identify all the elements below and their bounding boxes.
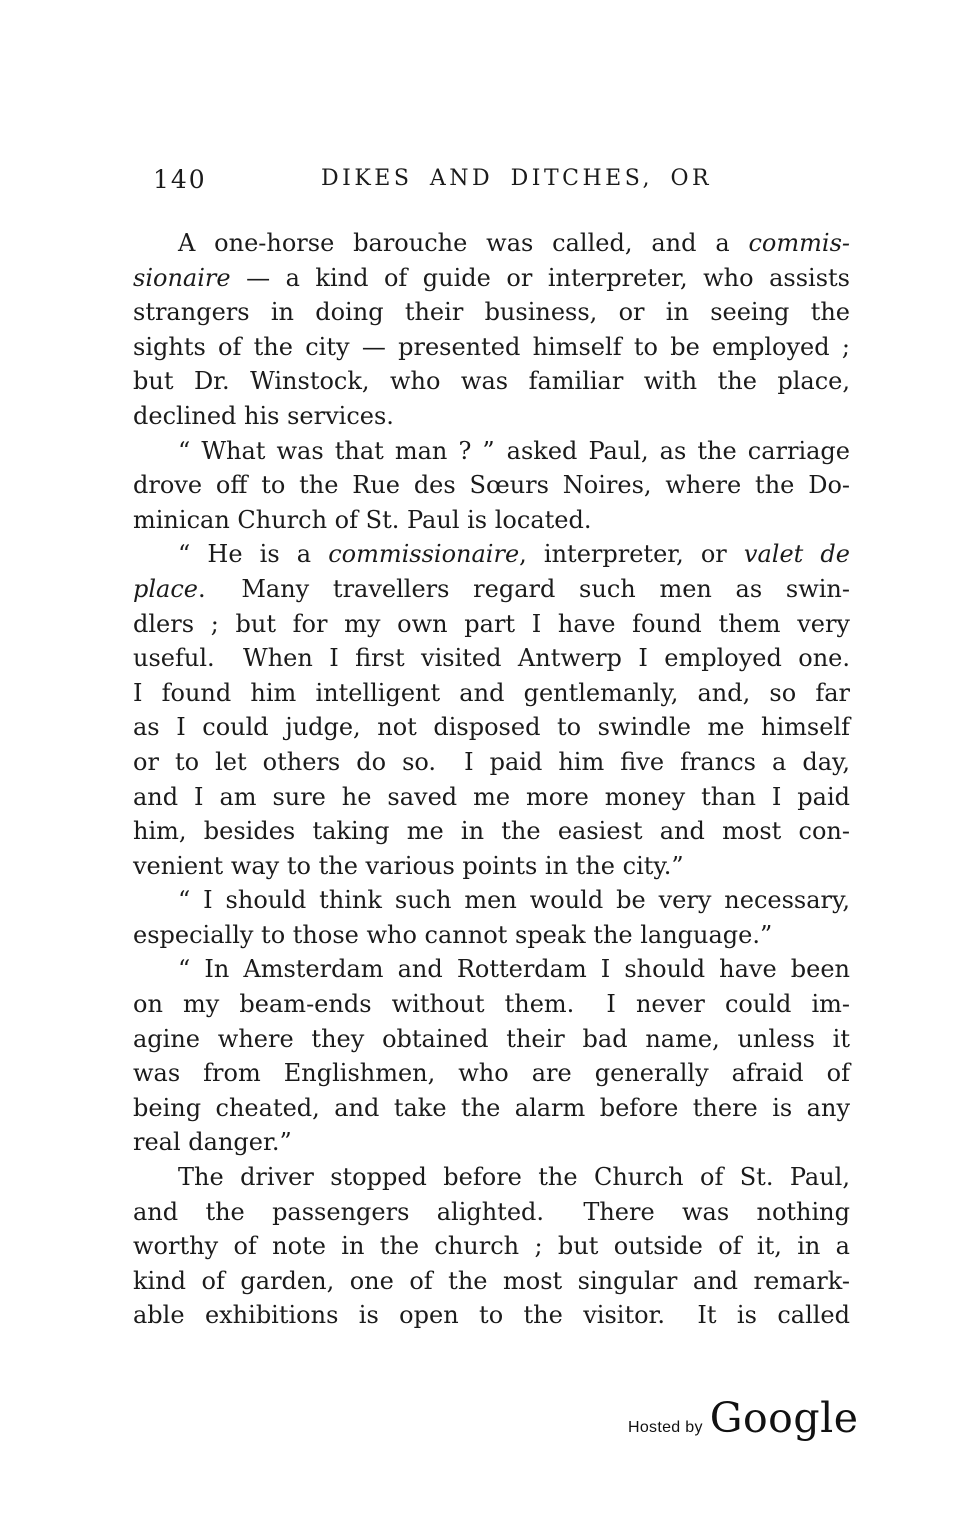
text-line bbox=[133, 330, 850, 365]
text-segment: being cheated, and take the alarm before there is any bbox=[133, 1093, 850, 1122]
text-segment: agine where they obtained their bad name, unless it bbox=[133, 1024, 850, 1053]
text-segment: drove off to the Rue des Sœurs Noires, where the Do- bbox=[133, 471, 850, 500]
text-line bbox=[133, 641, 850, 676]
text-line bbox=[133, 849, 850, 884]
running-title: DIKES AND DITCHES, OR bbox=[321, 166, 713, 191]
text-segment: especially to those who cannot speak the language.” bbox=[133, 920, 773, 949]
text-line bbox=[133, 780, 850, 815]
page-number: 140 bbox=[153, 165, 207, 194]
text-segment: strangers in doing their business, or in seeing the bbox=[133, 298, 850, 327]
hosted-by-label: Hosted by bbox=[628, 1419, 703, 1436]
text-segment: declined his services. bbox=[133, 401, 394, 430]
text-line bbox=[133, 1160, 850, 1195]
text-line bbox=[133, 1229, 850, 1264]
text-line bbox=[133, 295, 850, 330]
text-line bbox=[133, 537, 850, 572]
text-segment: sights of the city — presented himself to be employed ; bbox=[133, 332, 850, 361]
text-line bbox=[133, 364, 850, 399]
text-line bbox=[133, 952, 850, 987]
text-line bbox=[133, 883, 850, 918]
text-line bbox=[133, 1298, 850, 1333]
text-line bbox=[133, 261, 850, 296]
text-line bbox=[133, 987, 850, 1022]
text-segment: on my beam-ends without them. I never could im- bbox=[133, 990, 850, 1019]
paragraph bbox=[133, 952, 850, 1160]
text-segment: dlers ; but for my own part I have found them very bbox=[133, 609, 850, 638]
text-line bbox=[133, 1056, 850, 1091]
text-line bbox=[133, 399, 850, 434]
text-block bbox=[133, 226, 850, 1333]
text-line bbox=[133, 503, 850, 538]
text-line bbox=[133, 434, 850, 469]
italic-text-segment: commissionaire bbox=[328, 540, 520, 569]
text-segment: “ He is a bbox=[178, 540, 329, 569]
text-segment: and the passengers alighted. There was nothing bbox=[133, 1197, 850, 1226]
italic-text-segment: valet de bbox=[743, 540, 850, 569]
text-segment: “ I should think such men would be very necessary, bbox=[178, 886, 850, 915]
italic-text-segment: commis- bbox=[748, 229, 850, 257]
text-segment: “ In Amsterdam and Rotterdam I should have been bbox=[178, 955, 850, 984]
text-segment: kind of garden, one of the most singular and remark- bbox=[133, 1266, 850, 1295]
text-segment: able exhibitions is open to the visitor. It is called bbox=[133, 1301, 850, 1330]
text-segment: useful. When I first visited Antwerp I employed one. bbox=[133, 644, 850, 673]
google-logo: Google bbox=[709, 1394, 859, 1442]
text-segment: , interpreter, or bbox=[519, 540, 744, 569]
text-line bbox=[133, 226, 850, 261]
text-line bbox=[133, 745, 850, 780]
paragraph bbox=[133, 537, 850, 883]
paragraph bbox=[133, 434, 850, 538]
text-line bbox=[133, 572, 850, 607]
paragraph bbox=[133, 1160, 850, 1333]
text-line bbox=[133, 1264, 850, 1299]
text-segment: — a kind of guide or interpreter, who assists bbox=[230, 263, 850, 292]
running-header bbox=[133, 163, 850, 197]
text-segment: “ What was that man ? ” asked Paul, as the carriage bbox=[178, 436, 850, 465]
text-segment: him, besides taking me in the easiest and most con- bbox=[133, 817, 850, 846]
text-line bbox=[133, 918, 850, 953]
scan-footer bbox=[628, 1394, 859, 1442]
text-segment: minican Church of St. Paul is located. bbox=[133, 505, 592, 534]
text-segment: but Dr. Winstock, who was familiar with the place, bbox=[133, 367, 850, 396]
italic-text-segment: sionaire bbox=[133, 263, 231, 292]
text-segment: A one-horse barouche was called, and a bbox=[178, 229, 749, 257]
text-segment: was from Englishmen, who are generally afraid of bbox=[133, 1059, 850, 1088]
italic-text-segment: place bbox=[133, 574, 198, 603]
paragraph bbox=[133, 883, 850, 952]
text-line bbox=[133, 1022, 850, 1057]
text-segment: as I could judge, not disposed to swindle me himself bbox=[133, 713, 850, 742]
text-line bbox=[133, 1125, 850, 1160]
text-line bbox=[133, 814, 850, 849]
text-segment: I found him intelligent and gentlemanly, and, so far bbox=[133, 678, 850, 707]
text-line bbox=[133, 468, 850, 503]
paragraph bbox=[133, 226, 850, 434]
text-segment: and I am sure he saved me more money than I paid bbox=[133, 782, 850, 811]
text-segment: or to let others do so. I paid him five francs a day, bbox=[133, 747, 850, 776]
text-line bbox=[133, 607, 850, 642]
text-segment: worthy of note in the church ; but outside of it, in a bbox=[133, 1232, 850, 1261]
text-segment: venient way to the various points in the city.” bbox=[133, 851, 684, 880]
text-line bbox=[133, 710, 850, 745]
text-line bbox=[133, 676, 850, 711]
text-line bbox=[133, 1091, 850, 1126]
text-segment: real danger.” bbox=[133, 1128, 292, 1157]
text-segment: The driver stopped before the Church of St. Paul, bbox=[178, 1163, 850, 1192]
text-segment: . Many travellers regard such men as swin- bbox=[198, 574, 850, 603]
text-line bbox=[133, 1195, 850, 1230]
